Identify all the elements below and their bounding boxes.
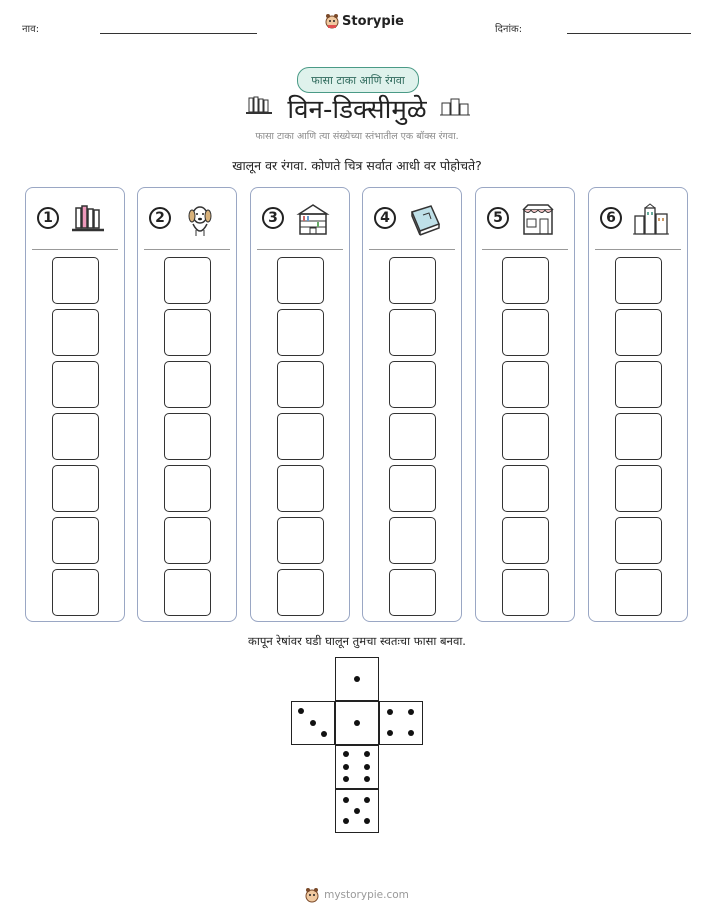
- color-box[interactable]: [502, 517, 549, 564]
- color-box[interactable]: [615, 465, 662, 512]
- dice-pip: [343, 818, 349, 824]
- town-icon: [633, 202, 669, 238]
- storypie-mascot-icon: [325, 13, 339, 29]
- color-box[interactable]: [164, 309, 211, 356]
- brand-name: Storypie: [342, 13, 404, 29]
- color-box[interactable]: [164, 257, 211, 304]
- bookshelf-icon: [70, 202, 106, 238]
- page-title: विन-डिक्सीमुळे: [287, 95, 427, 125]
- column-5: [475, 187, 575, 622]
- color-box[interactable]: [615, 569, 662, 616]
- color-box[interactable]: [502, 569, 549, 616]
- dice-pip: [387, 709, 393, 715]
- column-divider: [595, 249, 681, 250]
- dice-pip: [298, 708, 304, 714]
- color-box[interactable]: [164, 569, 211, 616]
- dice-pip: [408, 709, 414, 715]
- column-3: [250, 187, 350, 622]
- column-number: 5: [487, 207, 509, 229]
- color-box[interactable]: [277, 257, 324, 304]
- color-box[interactable]: [389, 569, 436, 616]
- dice-face-4: [379, 701, 423, 745]
- color-box[interactable]: [615, 517, 662, 564]
- column-number: 1: [37, 207, 59, 229]
- dice-pip: [343, 751, 349, 757]
- color-box[interactable]: [502, 465, 549, 512]
- activity-pill: फासा टाका आणि रंगवा: [297, 67, 419, 93]
- color-box[interactable]: [389, 517, 436, 564]
- color-box[interactable]: [52, 517, 99, 564]
- color-box[interactable]: [277, 361, 324, 408]
- column-2: [137, 187, 237, 622]
- color-box[interactable]: [52, 361, 99, 408]
- dice-pip: [387, 730, 393, 736]
- cut-instruction: कापून रेषांवर घडी घालून तुमचा स्वतःचा फासा बनवा.: [248, 634, 466, 648]
- dice-face-6: [335, 745, 379, 789]
- color-box[interactable]: [52, 309, 99, 356]
- color-box[interactable]: [277, 569, 324, 616]
- dice-pip: [354, 720, 360, 726]
- color-box[interactable]: [164, 413, 211, 460]
- dice-pip: [364, 764, 370, 770]
- dice-face-1: [335, 701, 379, 745]
- color-box[interactable]: [615, 257, 662, 304]
- color-box[interactable]: [277, 465, 324, 512]
- color-box[interactable]: [164, 465, 211, 512]
- color-box[interactable]: [389, 309, 436, 356]
- dice-face-3: [291, 701, 335, 745]
- color-box[interactable]: [615, 361, 662, 408]
- color-box[interactable]: [389, 257, 436, 304]
- color-box[interactable]: [277, 413, 324, 460]
- dice-pip: [354, 808, 360, 814]
- column-number: 3: [262, 207, 284, 229]
- dice-pip: [354, 676, 360, 682]
- column-6: [588, 187, 688, 622]
- color-box[interactable]: [277, 309, 324, 356]
- footer-url: mystorypie.com: [324, 889, 409, 901]
- dice-pip: [408, 730, 414, 736]
- dice-pip: [321, 731, 327, 737]
- name-label: नाव:: [22, 24, 40, 35]
- dice-pip: [364, 776, 370, 782]
- brand-logo: [325, 13, 404, 29]
- date-line: [567, 33, 691, 34]
- color-box[interactable]: [502, 413, 549, 460]
- library-icon: [295, 202, 331, 238]
- dice-face-1: [335, 657, 379, 701]
- color-box[interactable]: [615, 309, 662, 356]
- dice-pip: [343, 776, 349, 782]
- color-box[interactable]: [389, 413, 436, 460]
- color-box[interactable]: [164, 517, 211, 564]
- color-box[interactable]: [389, 361, 436, 408]
- column-4: [362, 187, 462, 622]
- color-box[interactable]: [502, 257, 549, 304]
- color-box[interactable]: [164, 361, 211, 408]
- color-box[interactable]: [52, 569, 99, 616]
- column-divider: [369, 249, 455, 250]
- town-title-icon: [440, 97, 470, 117]
- color-box[interactable]: [277, 517, 324, 564]
- name-line: [100, 33, 257, 34]
- dice-pip: [364, 797, 370, 803]
- color-box[interactable]: [52, 413, 99, 460]
- color-box[interactable]: [389, 465, 436, 512]
- storefront-icon: [520, 202, 556, 238]
- dice-pip: [310, 720, 316, 726]
- date-label: दिनांक:: [495, 24, 523, 35]
- dog-icon: [182, 202, 218, 238]
- color-box[interactable]: [502, 309, 549, 356]
- color-box[interactable]: [502, 361, 549, 408]
- dice-pip: [364, 751, 370, 757]
- dice-pip: [364, 818, 370, 824]
- column-number: 6: [600, 207, 622, 229]
- column-1: [25, 187, 125, 622]
- dice-pip: [343, 764, 349, 770]
- column-number: 2: [149, 207, 171, 229]
- column-divider: [144, 249, 230, 250]
- column-divider: [32, 249, 118, 250]
- column-number: 4: [374, 207, 396, 229]
- storypie-mascot-icon: [305, 887, 319, 903]
- instruction: खालून वर रंगवा. कोणते चित्र सर्वात आधी वर पोहोचते?: [232, 158, 482, 173]
- dice-pip: [343, 797, 349, 803]
- dice-face-5: [335, 789, 379, 833]
- column-divider: [257, 249, 343, 250]
- footer: [0, 887, 714, 903]
- color-box[interactable]: [52, 465, 99, 512]
- subtitle: फासा टाका आणि त्या संख्येच्या स्तंभातील एक बॉक्स रंगवा.: [255, 131, 459, 142]
- column-divider: [482, 249, 568, 250]
- book-icon: [407, 202, 443, 238]
- color-box[interactable]: [615, 413, 662, 460]
- color-box[interactable]: [52, 257, 99, 304]
